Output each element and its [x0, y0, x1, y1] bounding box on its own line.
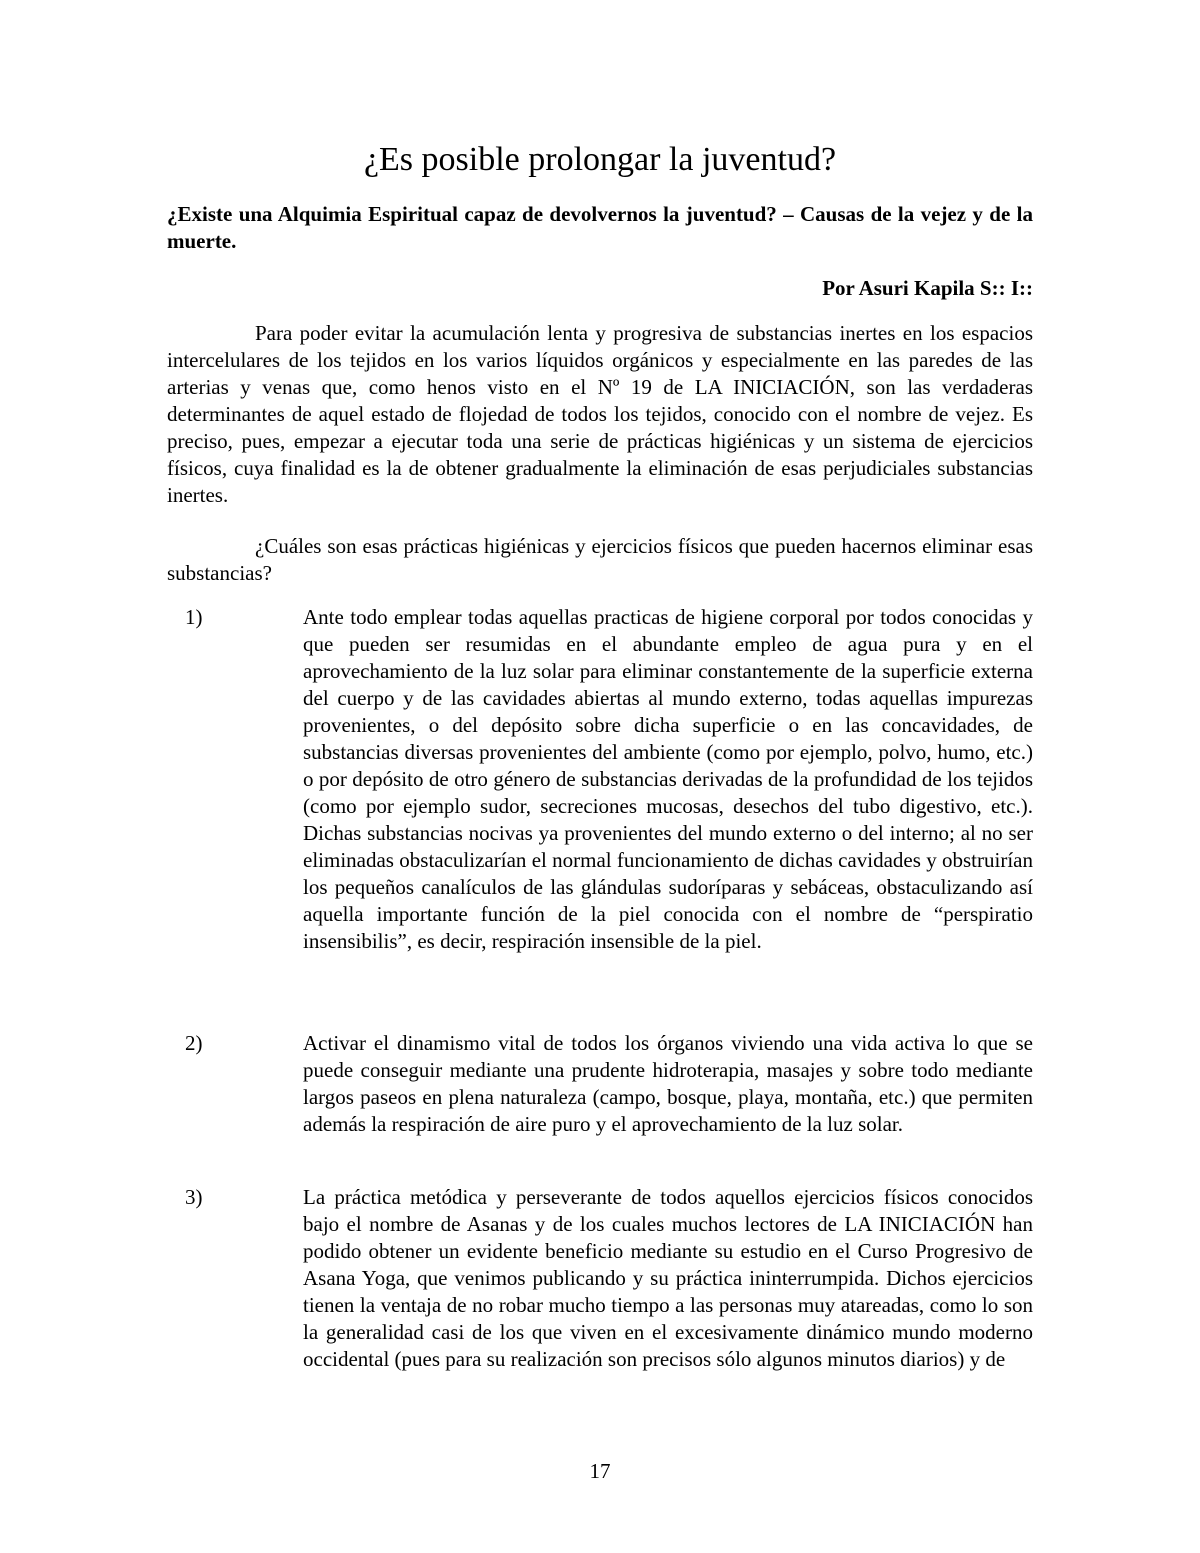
list-item-number: 3): [185, 1185, 203, 1209]
list-item-text: La práctica metódica y perseverante de todos aquellos ejercicios físicos conocidos bajo el nombre de Asanas y de los cuales muchos lectores de LA INICIACIÓN han podido obtener un evidente beneficio mediante su estudio en el Curso Progresivo de Asana Yoga, que venimos publicando y su práctica ininterrumpida. Dichos ejercicios tienen la ventaja de no robar mucho tiempo a las personas muy atareadas, como lo son la generalidad casi de los que viven en el excesivamente dinámico mundo moderno occidental (pues para su realización son precisos sólo algunos minutos diarios) y de: [303, 1185, 1033, 1371]
list-item-number: 2): [185, 1031, 203, 1055]
article-title: ¿Es posible prolongar la juventud?: [363, 141, 837, 178]
body-paragraph-1: Para poder evitar la acumulación lenta y progresiva de substancias inertes en los espacios intercelulares de los tejidos en los varios líquidos orgánicos y especialmente en las paredes de las arterias y venas que, como henos visto en el Nº 19 de LA INICIACIÓN, son las verdaderas determinantes de aquel estado de flojedad de todos los tejidos, conocido con el nombre de vejez. Es preciso, pues, empezar a ejecutar toda una serie de prácticas higiénicas y un sistema de ejercicios físicos, cuya finalidad es la de obtener gradualmente la eliminación de esas perjudiciales substancias inertes.: [167, 321, 1033, 507]
list-item-number: 1): [185, 605, 203, 629]
list-item-text: Activar el dinamismo vital de todos los órganos viviendo una vida activa lo que se puede conseguir mediante una prudente hidroterapia, masajes y sobre todo mediante largos paseos en plena naturaleza (campo, bosque, playa, montaña, etc.) que permiten además la respiración de aire puro y el aprovechamiento de la luz solar.: [303, 1031, 1033, 1136]
body-paragraph-2: ¿Cuáles son esas prácticas higiénicas y ejercicios físicos que pueden hacernos eliminar esas substancias?: [167, 534, 1033, 585]
article-subtitle: ¿Existe una Alquimia Espiritual capaz de devolvernos la juventud? – Causas de la vejez y de la muerte.: [167, 202, 1033, 253]
page-number: 17: [589, 1459, 611, 1483]
article-author: Por Asuri Kapila S:: I::: [822, 276, 1033, 300]
list-item-text: Ante todo emplear todas aquellas practicas de higiene corporal por todos conocidas y que pueden ser resumidas en el abundante empleo de agua pura y en el aprovechamiento de la luz solar para eliminar constantemente de la superficie externa del cuerpo y de las cavidades abiertas al mundo externo, todas aquellas impurezas provenientes, o del depósito sobre dicha superficie o en las concavidades, de substancias diversas provenientes del ambiente (como por ejemplo, polvo, humo, etc.) o por depósito de otro género de substancias derivadas de la profundidad de los tejidos (como por ejemplo sudor, secreciones mucosas, desechos del tubo digestivo, etc.). Dichas substancias nocivas ya provenientes del mundo externo o del interno; al no ser eliminadas obstaculizarían el normal funcionamiento de dichas cavidades y obstruirían los pequeños canalículos de las glándulas sudoríparas y sebáceas, obstaculizando así aquella importante función de la piel conocida con el nombre de “perspiratio insensibilis”, es decir, respiración insensible de la piel.: [303, 605, 1033, 953]
